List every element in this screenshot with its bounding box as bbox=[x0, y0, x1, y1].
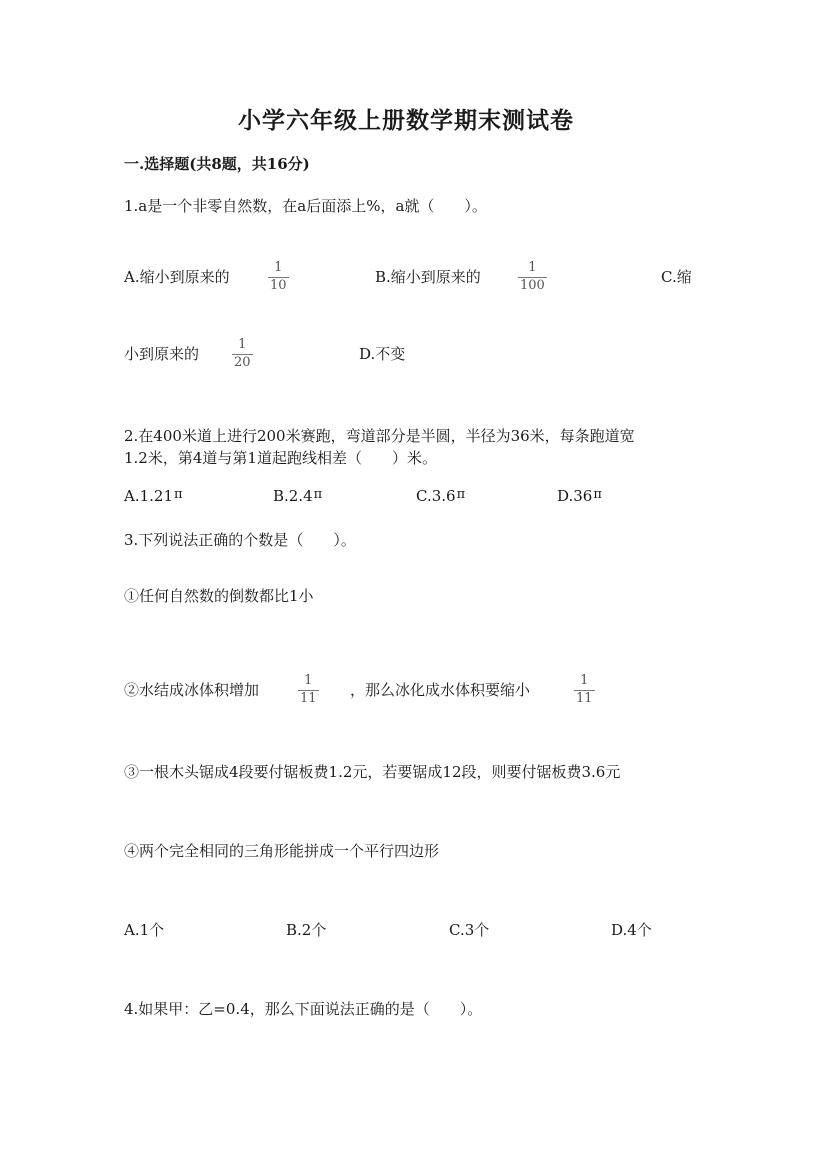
fraction-numerator: 1 bbox=[238, 337, 247, 352]
q1-option-a-fraction bbox=[268, 261, 289, 294]
question-4-stem: 4.如果甲：乙=0.4，那么下面说法正确的是（ ）。 bbox=[124, 1000, 483, 1018]
fraction-numerator: 1 bbox=[528, 260, 537, 275]
q1-option-d: D.不变 bbox=[359, 345, 406, 363]
question-2-line1: 2.在400米道上进行200米赛跑，弯道部分是半圆，半径为36米，每条跑道宽 bbox=[124, 427, 635, 445]
q1-option-a: A.缩小到原来的 bbox=[124, 268, 230, 286]
q3-statement-3: ③一根木头锯成4段要付锯板费1.2元，若要锯成12段，则要付锯板费3.6元 bbox=[124, 763, 621, 781]
option-text: B.2.4 bbox=[273, 487, 313, 505]
pi-symbol: π bbox=[593, 487, 602, 502]
fraction-numerator: 1 bbox=[580, 673, 589, 688]
q3-statement-2b: ，那么冰化成水体积要缩小 bbox=[350, 681, 531, 699]
fraction-denominator: 20 bbox=[234, 355, 251, 371]
q3-statement-4: ④两个完全相同的三角形能拼成一个平行四边形 bbox=[124, 842, 440, 860]
fraction-denominator: 11 bbox=[300, 691, 317, 707]
pi-symbol: π bbox=[456, 487, 466, 502]
q3-statement-2-fraction-1 bbox=[298, 674, 319, 707]
q2-option-a bbox=[124, 487, 183, 505]
fraction-numerator: 1 bbox=[274, 260, 283, 275]
q1-option-c-fraction bbox=[232, 338, 253, 371]
fraction-denominator: 11 bbox=[576, 691, 593, 707]
question-3-stem: 3.下列说法正确的个数是（ ）。 bbox=[124, 531, 356, 549]
question-1-stem: 1.a是一个非零自然数，在a后面添上%，a就（ ）。 bbox=[124, 197, 487, 215]
fraction-numerator: 1 bbox=[304, 673, 313, 688]
q3-option-a: A.1个 bbox=[124, 921, 165, 939]
question-2-line2: 1.2米，第4道与第1道起跑线相差（ ）米。 bbox=[124, 449, 437, 467]
q1-option-c-part2: 小到原来的 bbox=[124, 345, 200, 363]
option-text: D.36 bbox=[557, 487, 593, 505]
q1-option-b: B.缩小到原来的 bbox=[375, 268, 481, 286]
q1-option-b-fraction bbox=[518, 261, 547, 294]
q3-option-d: D.4个 bbox=[611, 921, 652, 939]
q2-option-c bbox=[416, 487, 465, 505]
fraction-denominator: 100 bbox=[520, 278, 545, 294]
q2-option-b bbox=[273, 487, 322, 505]
q3-statement-1: ①任何自然数的倒数都比1小 bbox=[124, 587, 314, 605]
page-title: 小学六年级上册数学期末测试卷 bbox=[238, 107, 574, 134]
q3-statement-2-fraction-2 bbox=[574, 674, 595, 707]
fraction-denominator: 10 bbox=[270, 278, 287, 294]
pi-symbol: π bbox=[174, 487, 183, 502]
pi-symbol: π bbox=[313, 487, 323, 502]
q3-statement-2a: ②水结成冰体积增加 bbox=[124, 681, 260, 699]
q3-option-c: C.3个 bbox=[449, 921, 490, 939]
q2-option-d bbox=[557, 487, 602, 505]
q1-option-c-part1: C.缩 bbox=[661, 268, 692, 286]
q3-option-b: B.2个 bbox=[286, 921, 327, 939]
option-text: A.1.21 bbox=[124, 487, 173, 505]
option-text: C.3.6 bbox=[416, 487, 456, 505]
section-heading: 一.选择题(共8题，共16分) bbox=[124, 155, 310, 173]
